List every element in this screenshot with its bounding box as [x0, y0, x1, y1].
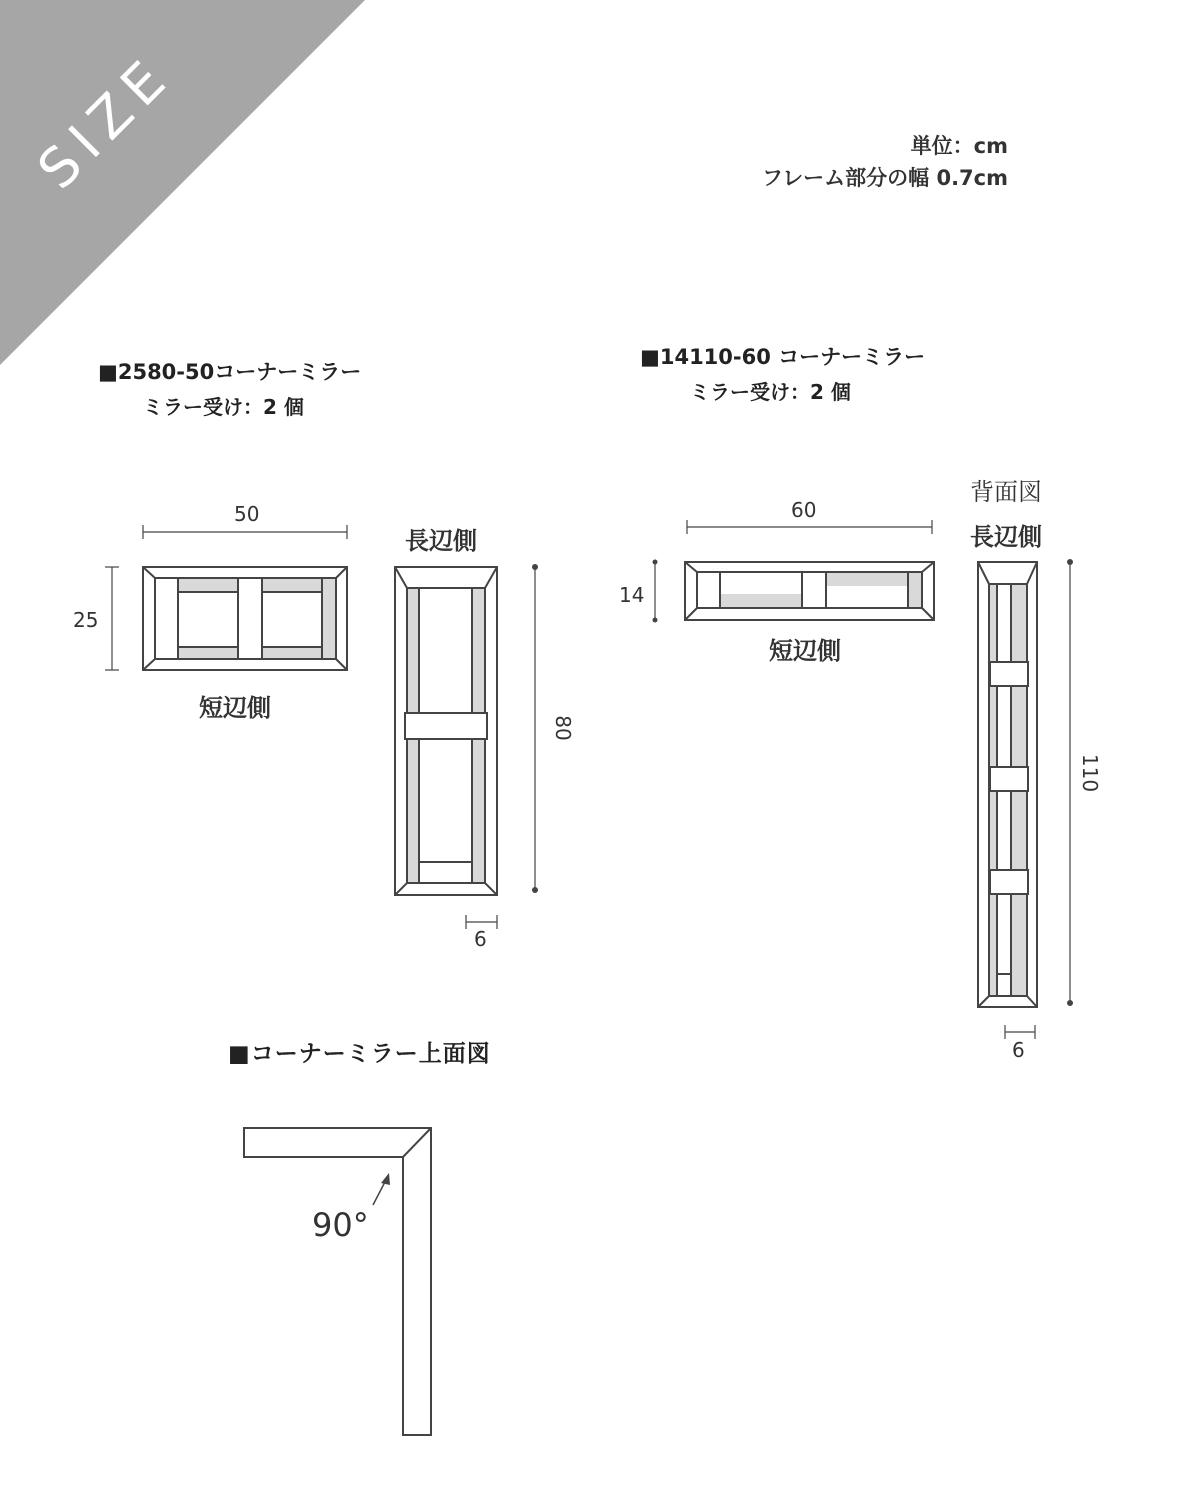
mirror-b-back-view-label: 背面図 [970, 478, 1042, 506]
mirror-a-receivers: ミラー受け：2 個 [143, 395, 304, 419]
mirror-b-long-side-drawing [978, 559, 1073, 1039]
mirror-b-dim-depth: 6 [1012, 1038, 1025, 1062]
mirror-b-receivers: ミラー受け：2 個 [690, 380, 851, 404]
mirror-a-heading: ■2580-50コーナーミラー [98, 360, 362, 384]
mirror-b-dim-width: 60 [791, 498, 817, 522]
mirror-a-short-side-drawing [105, 525, 347, 670]
corner-tag-text: SIZE [25, 42, 185, 202]
mirror-a-dim-long: 80 [551, 715, 575, 741]
mirror-b-short-side-label: 短辺側 [769, 637, 841, 665]
mirror-b-dim-height: 14 [619, 583, 645, 607]
mirror-a-dim-height: 25 [73, 608, 99, 632]
mirror-a-dim-depth: 6 [474, 927, 487, 951]
frame-width-label: フレーム部分の幅 0.7cm [761, 166, 1008, 190]
mirror-a-long-side-drawing [395, 564, 538, 929]
mirror-b-heading: ■14110-60 コーナーミラー [640, 345, 926, 369]
mirror-a-long-side-label: 長辺側 [405, 527, 477, 555]
top-view-angle: 90° [312, 1206, 369, 1244]
unit-label: 単位：cm [910, 134, 1008, 158]
mirror-a-dim-width: 50 [234, 502, 260, 526]
top-view-drawing [244, 1128, 431, 1435]
mirror-a-short-side-label: 短辺側 [199, 694, 271, 722]
mirror-b-long-side-label: 長辺側 [970, 523, 1042, 551]
mirror-b-short-side-drawing [653, 520, 935, 623]
mirror-b-dim-long: 110 [1078, 753, 1102, 793]
top-view-heading: ■コーナーミラー上面図 [228, 1041, 491, 1067]
